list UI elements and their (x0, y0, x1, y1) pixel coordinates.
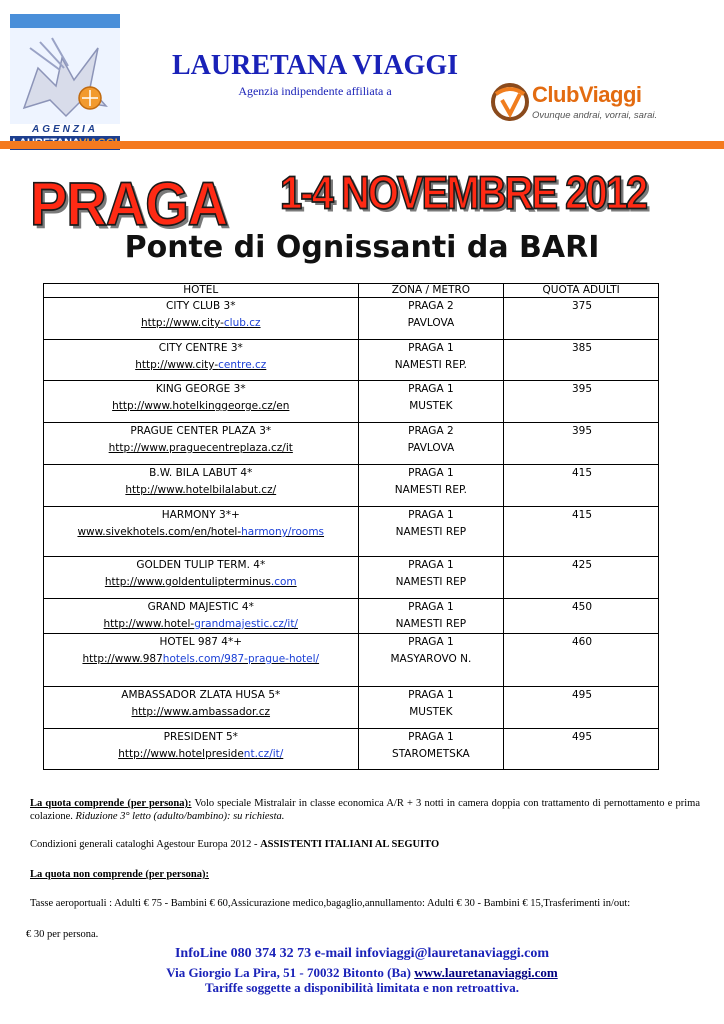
zone-area: PRAGA 1 (408, 559, 454, 571)
hotel-cell (44, 340, 359, 381)
zone-metro: MUSTEK (409, 400, 453, 412)
zone-cell (358, 687, 504, 729)
zone-area: PRAGA 1 (408, 731, 454, 743)
price-cell: 395 (504, 423, 659, 465)
hotel-url-part-blue: harmony/rooms (241, 526, 325, 538)
hotel-cell (44, 599, 359, 634)
zone-cell (358, 298, 504, 340)
column-header-hotel: HOTEL (44, 284, 359, 298)
zone-area: PRAGA 1 (408, 509, 454, 521)
zone-area: PRAGA 1 (408, 467, 454, 479)
zone-cell (358, 340, 504, 381)
hotel-url-part: http://www.hotel- (103, 618, 195, 630)
hotel-url-link[interactable] (48, 357, 354, 374)
hotel-name: GRAND MAJESTIC 4* (147, 601, 254, 613)
zone-area: PRAGA 2 (408, 300, 454, 312)
logo-caption-agenzia: AGENZIA (32, 124, 98, 135)
zone-cell (358, 634, 504, 687)
hotel-url-part-blue: nt.cz/it/ (243, 748, 284, 760)
headline-city: PRAGA (30, 169, 228, 239)
zone-area: PRAGA 1 (408, 383, 454, 395)
includes-text: Volo speciale Mistralair in classe economica A/R + 3 notti in camera doppia con trattamento di pernottamento e prima colazione. (30, 798, 700, 822)
table-row (44, 465, 659, 507)
clubviaggi-logo (488, 80, 658, 130)
zone-metro: STAROMETSKA (392, 748, 470, 760)
hotel-cell (44, 507, 359, 557)
hotel-url-link[interactable] (48, 574, 354, 591)
hotel-cell (44, 465, 359, 507)
table-header-row (44, 284, 659, 298)
table-row (44, 729, 659, 770)
table-row (44, 381, 659, 423)
zone-cell (358, 381, 504, 423)
hotel-url-part: http://www.hotelbilalabut.cz/ (125, 484, 277, 496)
hotel-url-part-blue: grandmajestic.cz/it/ (194, 618, 298, 630)
price-cell: 415 (504, 507, 659, 557)
headline-dates: 1-4 NOVEMBRE 2012 (280, 168, 647, 219)
table-row (44, 687, 659, 729)
hotel-url-link[interactable] (48, 616, 354, 633)
zone-metro: NAMESTI REP. (394, 359, 467, 371)
winged-lion-emblem-icon (10, 28, 120, 124)
footer-disclaimer: Tariffe soggette a disponibilità limitata e non retroattiva. (205, 980, 519, 995)
table-row (44, 507, 659, 557)
hotel-url-link[interactable] (48, 315, 354, 332)
hotel-cell (44, 634, 359, 687)
price-cell: 425 (504, 557, 659, 599)
zone-cell (358, 507, 504, 557)
zone-metro: PAVLOVA (407, 442, 455, 454)
table-row (44, 340, 659, 381)
zone-area: PRAGA 1 (408, 636, 454, 648)
hotel-url-link[interactable] (48, 651, 354, 668)
hotel-name: PRAGUE CENTER PLAZA 3* (130, 425, 272, 437)
hotel-url-part: http://www.city- (140, 317, 224, 329)
hotel-name: PRESIDENT 5* (163, 731, 238, 743)
hotel-cell (44, 557, 359, 599)
price-cell: 460 (504, 634, 659, 687)
zone-cell (358, 465, 504, 507)
hotel-name: GOLDEN TULIP TERM. 4* (136, 559, 266, 571)
zone-metro: PAVLOVA (407, 317, 455, 329)
includes-label: La quota comprende (per persona): (30, 798, 192, 809)
zone-metro: NAMESTI REP. (394, 484, 467, 496)
price-cell: 495 (504, 729, 659, 770)
hotel-url-part: http://www.hotelpreside (118, 748, 244, 760)
hotel-url-link[interactable] (48, 524, 354, 541)
hotel-url-link[interactable] (48, 398, 354, 415)
table-row (44, 298, 659, 340)
zone-cell (358, 599, 504, 634)
zone-cell (358, 423, 504, 465)
footer-website-link[interactable]: www.lauretanaviaggi.com (414, 965, 558, 980)
hotel-name: HOTEL 987 4*+ (159, 636, 243, 648)
hotel-price-table (43, 283, 659, 770)
price-cell: 395 (504, 381, 659, 423)
hotel-name: KING GEORGE 3* (155, 383, 246, 395)
hotel-name: B.W. BILA LABUT 4* (149, 467, 253, 479)
zone-metro: NAMESTI REP (395, 576, 467, 588)
price-cell: 495 (504, 687, 659, 729)
company-subtitle: Agenzia indipendente affiliata a (238, 84, 392, 98)
headline-subtitle: Ponte di Ognissanti da BARI (124, 230, 600, 265)
excludes-label: La quota non comprende (per persona): (30, 869, 209, 880)
footer-infoline: InfoLine 080 374 32 73 e-mail infoviaggi@lauretanaviaggi.com (174, 946, 550, 961)
price-cell: 450 (504, 599, 659, 634)
column-header-zona: ZONA / METRO (358, 284, 504, 298)
winged-lion-logo-icon (10, 28, 120, 124)
zone-area: PRAGA 1 (408, 342, 454, 354)
hotel-name: CITY CENTRE 3* (158, 342, 243, 354)
zone-cell (358, 557, 504, 599)
conditions-text: Condizioni generali cataloghi Agestour Europa 2012 - (30, 839, 261, 850)
hotel-url-part: http://www.hotelkinggeorge.cz/en (112, 400, 290, 412)
includes-note (30, 797, 700, 823)
hotel-cell (44, 381, 359, 423)
company-title: LAURETANA VIAGGI (171, 50, 458, 81)
table-row (44, 423, 659, 465)
conditions-bold: ASSISTENTI ITALIANI AL SEGUITO (260, 839, 440, 850)
footer-address-line (0, 965, 724, 981)
hotel-name: CITY CLUB 3* (166, 300, 236, 312)
table-row (44, 557, 659, 599)
hotel-cell (44, 298, 359, 340)
hotel-url-part-blue: centre.cz (218, 359, 267, 371)
footer-address: Via Giorgio La Pira, 51 - 70032 Bitonto (Ba) (166, 965, 415, 980)
zone-metro: MUSTEK (409, 706, 453, 718)
hotel-url-part: http://www.ambassador.cz (131, 706, 271, 718)
conditions-note (30, 838, 700, 851)
agency-logo (10, 14, 120, 138)
hotel-url-part: http://www.goldentulipterminus (104, 576, 271, 588)
hotel-url-link[interactable] (48, 746, 354, 763)
hotel-url-link[interactable] (48, 704, 354, 721)
hotel-url-part: http://www.praguecentreplaza.cz/it (108, 442, 293, 454)
price-cell: 375 (504, 298, 659, 340)
clubviaggi-name: ClubViaggi (532, 82, 642, 107)
table-row (44, 599, 659, 634)
hotel-cell (44, 687, 359, 729)
price-cell: 415 (504, 465, 659, 507)
hotel-name: HARMONY 3*+ (161, 509, 240, 521)
hotel-url-part: www.sivekhotels.com/en/hotel- (77, 526, 242, 538)
transfer-note: € 30 per persona. (26, 929, 99, 940)
zone-metro: NAMESTI REP (395, 618, 467, 630)
zone-metro: NAMESTI REP (395, 526, 467, 538)
hotel-url-part-blue: hotels.com/987-prague-hotel/ (162, 653, 320, 665)
zone-metro: MASYAROVO N. (390, 653, 472, 665)
zone-area: PRAGA 1 (408, 601, 454, 613)
hotel-cell (44, 423, 359, 465)
zone-cell (358, 729, 504, 770)
header-divider (0, 141, 724, 149)
taxes-note: Tasse aeroportuali : Adulti € 75 - Bambini € 60,Assicurazione medico,bagaglio,annullamento: Adulti € 30 - Bambini € 15,Trasferimenti in/out: (30, 898, 631, 909)
clubviaggi-tagline: Ovunque andrai, vorrai, sarai. (532, 110, 658, 121)
hotel-cell (44, 729, 359, 770)
table-row (44, 634, 659, 687)
hotel-url-part-blue: .com (270, 576, 297, 588)
clubviaggi-swirl-icon (488, 80, 532, 124)
hotel-url-part-blue: club.cz (223, 317, 261, 329)
price-cell: 385 (504, 340, 659, 381)
hotel-url-link[interactable] (48, 440, 354, 457)
hotel-url-part: http://www.987 (82, 653, 163, 665)
hotel-url-link[interactable] (48, 482, 354, 499)
zone-area: PRAGA 1 (408, 689, 454, 701)
hotel-url-part: http://www.city- (135, 359, 219, 371)
column-header-quota: QUOTA ADULTI (504, 284, 659, 298)
includes-reduction: Riduzione 3° letto (adulto/bambino): su richiesta. (75, 811, 285, 822)
logo-top-bar (10, 14, 120, 28)
hotel-name: AMBASSADOR ZLATA HUSA 5* (121, 689, 281, 701)
zone-area: PRAGA 2 (408, 425, 454, 437)
